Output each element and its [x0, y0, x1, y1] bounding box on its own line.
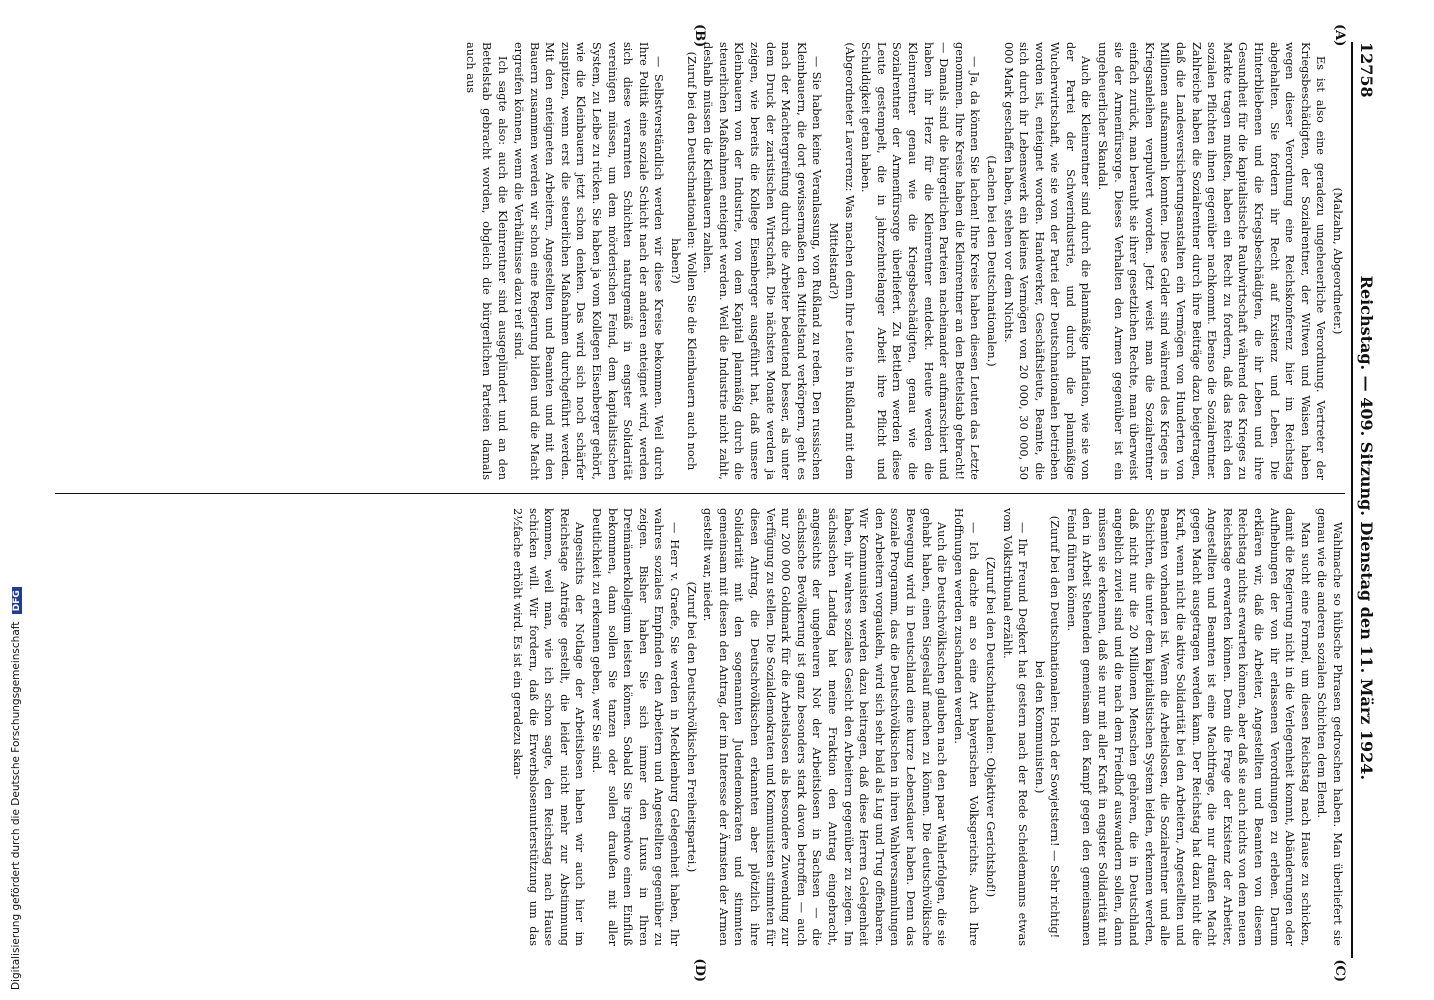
text-column-left — [55, 42, 1345, 480]
paragraph: Auch die Deutschvölkischen glauben nach den paar Wahlerfolgen, die sie gehabt haben, einen Siegeslauf machen zu können. Die deutschvölkische Bewegung wird in Deutschland eine kurze Lebensdauer haben. Denn das soziale Programm, das die Deutschvölkischen in ihren Wahlversammlungen den Arbeitern vorgaukeln, wird sich sehr bald als Lug und Trug offenbaren. Wir Kommunisten werden dazu beitragen, daß diese Herren Gelegenheit haben, ihr wahres soziales Gesicht den Arbeitern gegenüber zu zeigen. Im sächsischen Landtag hat meine Fraktion den Antrag eingebracht, angesichts der ungeheuren Not der Arbeitslosen in Sachsen — die sächsische Bevölkerung ist ganz besonders stark davon betroffen — auch nur 200 000 Goldmark für die Arbeitslosen als besondere Zuwendung zur Verfügung zu stellen. Die Sozialdemokraten und Kommunisten stimmten für diesen Antrag, die Deutschvölkischen erkannten aber plötzlich ihre Solidarität mit den sogenannten Judendemokraten und stimmten gemeinsam mit diesen den Antrag, der im Interesse der Ärmsten der Armen gestellt war, nieder. — [701, 508, 949, 946]
margin-marker-a: (A) — [1332, 24, 1347, 47]
paragraph: — Ihr Freund Degkert hat gestern nach der Rede Scheidemanns etwas vom Volkstribunal erzählt. — [1000, 508, 1030, 946]
paragraph: Ich sagte also: auch die Kleinrentner sind ausgeplündert und an den Bettelstab gebracht worden, obgleich die bürgerlichen Parteien damals auch aus — [464, 42, 509, 480]
interjection: (Zuruf bei den Deutschnationalen: Hoch der Sowjetstern! — Sehr richtig! bei den Kommunisten.) — [1032, 515, 1062, 939]
paragraph: Angesichts der Notlage der Arbeitslosen haben wir auch hier im Reichstage Anträge gestellt, die leider nicht mehr zur Abstimmung kommen, weil man, wie ich schon sagte, den Reichstag nach Hause schicken will. Wir fordern, daß die Erwerbslosenunterstützung um das 2½fache erhöht wird. Es ist ein geradezu skan- — [511, 508, 587, 946]
margin-marker-c: (C) — [1332, 959, 1347, 982]
interjection: (Lachen bei den Deutschnationalen.) — [984, 155, 998, 367]
interjection: (Zuruf bei den Deutschvölkischen Freiheitspartei.) — [684, 581, 698, 873]
document-page — [37, 20, 1397, 980]
speaker-line: (Malzahn, Abgeordneter.) — [1331, 187, 1344, 335]
margin-marker-b: (B) — [692, 24, 707, 48]
interjection: (Abgeordneter Laverrenz: Was machen denn Ihre Leute in Rußland mit dem Mittelstand?) — [827, 42, 856, 480]
page-number: 12758 — [1357, 42, 1376, 98]
paragraph: — Ich dachte an so eine Art bayerischen Volksgerichts. Auch Ihre Hoffnungen werden zuschanden werden. — [951, 508, 981, 946]
digitization-credit — [10, 587, 22, 990]
paragraph: Man sucht eine Formel, um diesen Reichstag nach Hause zu schicken, damit die Regierung nicht in die Verlegenheit kommt, Abänderungen oder Aufhebungen der von ihr erlassenen Verordnungen zu erleben. Darum erklären wir, daß die Arbeiter, Angestellten und Beamten von diesem Reichstag nichts erwarten können, aber daß sie auch nichts von dem neuen Reichstage erwarten können. Denn die Frage der Existenz der Arbeiter, Angestellten und Beamten ist eine Machtfrage, die nur draußen Macht gegen Macht ausgetragen werden kann. Der Reichstag hat dazu nicht die Kraft, wenn nicht die aktive Solidarität bei den Arbeitern, Angestellten und Beamten vorhanden ist. Wenn die Arbeitslosen, die Sozialrentner und alle Schichten, die unter dem kapitalistischen System leiden, erkennen werden, daß nicht nur die 20 Millionen Menschen gehören, die in Deutschland angeblich zuviel sind und die nach dem Friedhof auswandern sollen, dann müssen sie erkennen, daß sie nur mit aller Kraft in engster Solidarität mit den in Arbeit Stehenden gemeinsam den Kampf gegen den gemeinsamen Feind führen können. — [1064, 508, 1312, 946]
paragraph: — Sie haben keine Veranlassung, von Rußland zu reden. Den russischen Kleinbauern, die dort gewissermaßen den Mittelstand verkörpern, geht es nach der Machtergreifung durch die Arbeiter bedeutend besser, als unter dem Druck der zaristischen Wirtschaft. Die nächsten Monate werden ja zeigen, wie bereits die Kollege Eisenberger ausgeführt hat, daß unsere Kleinbauern von der Industrie, von dem Kapital planmäßig durch die steuerlichen Maßnahmen enteignet werden. Weil die Industrie nicht zahlt, deshalb müssen die Kleinbauern zahlen. — [701, 42, 824, 480]
session-title: Reichstag. — 409. Sitzung. Dienstag den 11. März 1924. — [1357, 275, 1376, 781]
column-divider — [55, 493, 1345, 494]
paragraph: — Selbstverständlich werden wir diese Kreise bekommen. Weil durch Ihre Politik eine soziale Schicht nach der anderen enteignet wird, werden sich diese verarmten Schichten naturgemäß in engster Solidarität vereinigen müssen, um dem mörderischen Feind, dem kapitalistischen System, zu Leibe zu rücken. Sie haben ja vom Kollegen Eisenberger gehört, wie die Kleinbauern jetzt schon denken. Das wird sich noch schärfer zuspitzen, wenn erst die steuerlichen Maßnahmen durchgeführt werden. Mit den enteigneten Arbeitern, Angestellten und Beamten und mit den Bauern zusammen werden wir schon eine Regierung bilden und die Macht ergreifen können, wenn die Verhältnisse dazu reif sind. — [512, 42, 666, 480]
header-rule — [1351, 42, 1353, 958]
credit-text: Digitalisierung gefördert durch die Deutsche Forschungsgemeinschaft — [10, 621, 22, 990]
text-column-right — [55, 508, 1345, 946]
page-header — [1357, 42, 1387, 958]
paragraph: — Ja, da können Sie lachen! Ihre Kreise haben diesen Leuten das Letzte genommen. Ihre Kreise haben die Kleinrentner an den Bettelstab gebracht! — Damals sind die bürgerlichen Parteien nacheinander aufmarschiert und haben ihr Herz für die Kleinrentner entdeckt. Heute werden die Kleinrentner genau wie die Kriegsbeschädigten, genau wie die Sozialrentner der Armenfürsorge überliefert. Zu Bettlern werden diese Leute gestempelt, die in jahrzehntelanger Arbeit ihre Pflicht und Schuldigkeit getan haben. — [859, 42, 982, 480]
paragraph: — Herr v. Graefe, Sie werden in Mecklenburg Gelegenheit haben, Ihr wahres soziales Empfinden den Arbeitern und Angestellten gegenüber zu zeigen. Bisher haben Sie sich immer den Luxus in Ihren Dreimännerkollegium leisten können. Sobald Sie irgendwo einen Einfluß bekommen, dann sollen Sie tanzen oder sollen draußen mit aller Deutlichkeit zu erkennen geben, wer Sie sind. — [590, 508, 682, 946]
paragraph: Auch die Kleinrentner sind durch die planmäßige Inflation, wie sie von der Partei der Schwerindustrie, und durch die planmäßige Wucherwirtschaft, wie sie von der Partei der Deutschnationalen betrieben worden ist, enteignet worden. Handwerker, Geschäftsleute, Beamte, die sich durch ihr Lebenswerk ein kleines Vermögen von 20 000, 30 000, 50 000 Mark geschaffen haben, stehen vor dem Nichts. — [1001, 42, 1093, 480]
paragraph: Es ist also eine geradezu ungeheuerliche Verordnung. Vertreter der Kriegsbeschädigten, der Sozialrentner, der Witwen und Waisen haben wegen dieser Verordnung eine Reichskonferenz hier im Reichstag abgehalten. Sie fordern ihr Recht auf Existenz und Leben. Die Hinterbliebenen und die Kriegsbeschädigten, die ihr Leben und ihre Gesundheit für die kapitalistische Raubwirtschaft während des Krieges zu Markte tragen mußten, haben ein Recht zu fordern, daß das Reich den sozialen Pflichten ihnen gegenüber nachkommt. Ebenso die Sozialrentner. Zahlreiche haben die Sozialrentner durch ihre Beiträge dazu beigetragen, daß die Landesversicherungsanstalten ein Vermögen von Hunderten von Millionen aufsammeln konnten. Diese Gelder sind während des Krieges in Kriegsanleihen verpulvert worden. Jetzt weist man die Sozialrentner einfach zurück, man beraubt sie ihrer gesetzlichen Rechte, man überweist sie der Armenfürsorge. Dieses Verhalten den Armen gegenüber ist ein ungeheuerlicher Skandal. — [1096, 42, 1328, 480]
interjection: (Zuruf bei den Deutschnationalen: Wollen Sie die Kleinbauern auch noch haben?) — [669, 51, 698, 471]
dfg-logo: DFG — [12, 587, 22, 614]
paragraph: Wahlmache so hübsche Phrasen gedroschen haben. Man überliefert sie genau wie die anderen sozialen Schichten dem Elend. — [1315, 508, 1344, 946]
interjection: (Zuruf bei den Deutschnationalen: Objektiver Gerichtshof!) — [983, 556, 997, 898]
margin-marker-d: (D) — [692, 958, 707, 982]
